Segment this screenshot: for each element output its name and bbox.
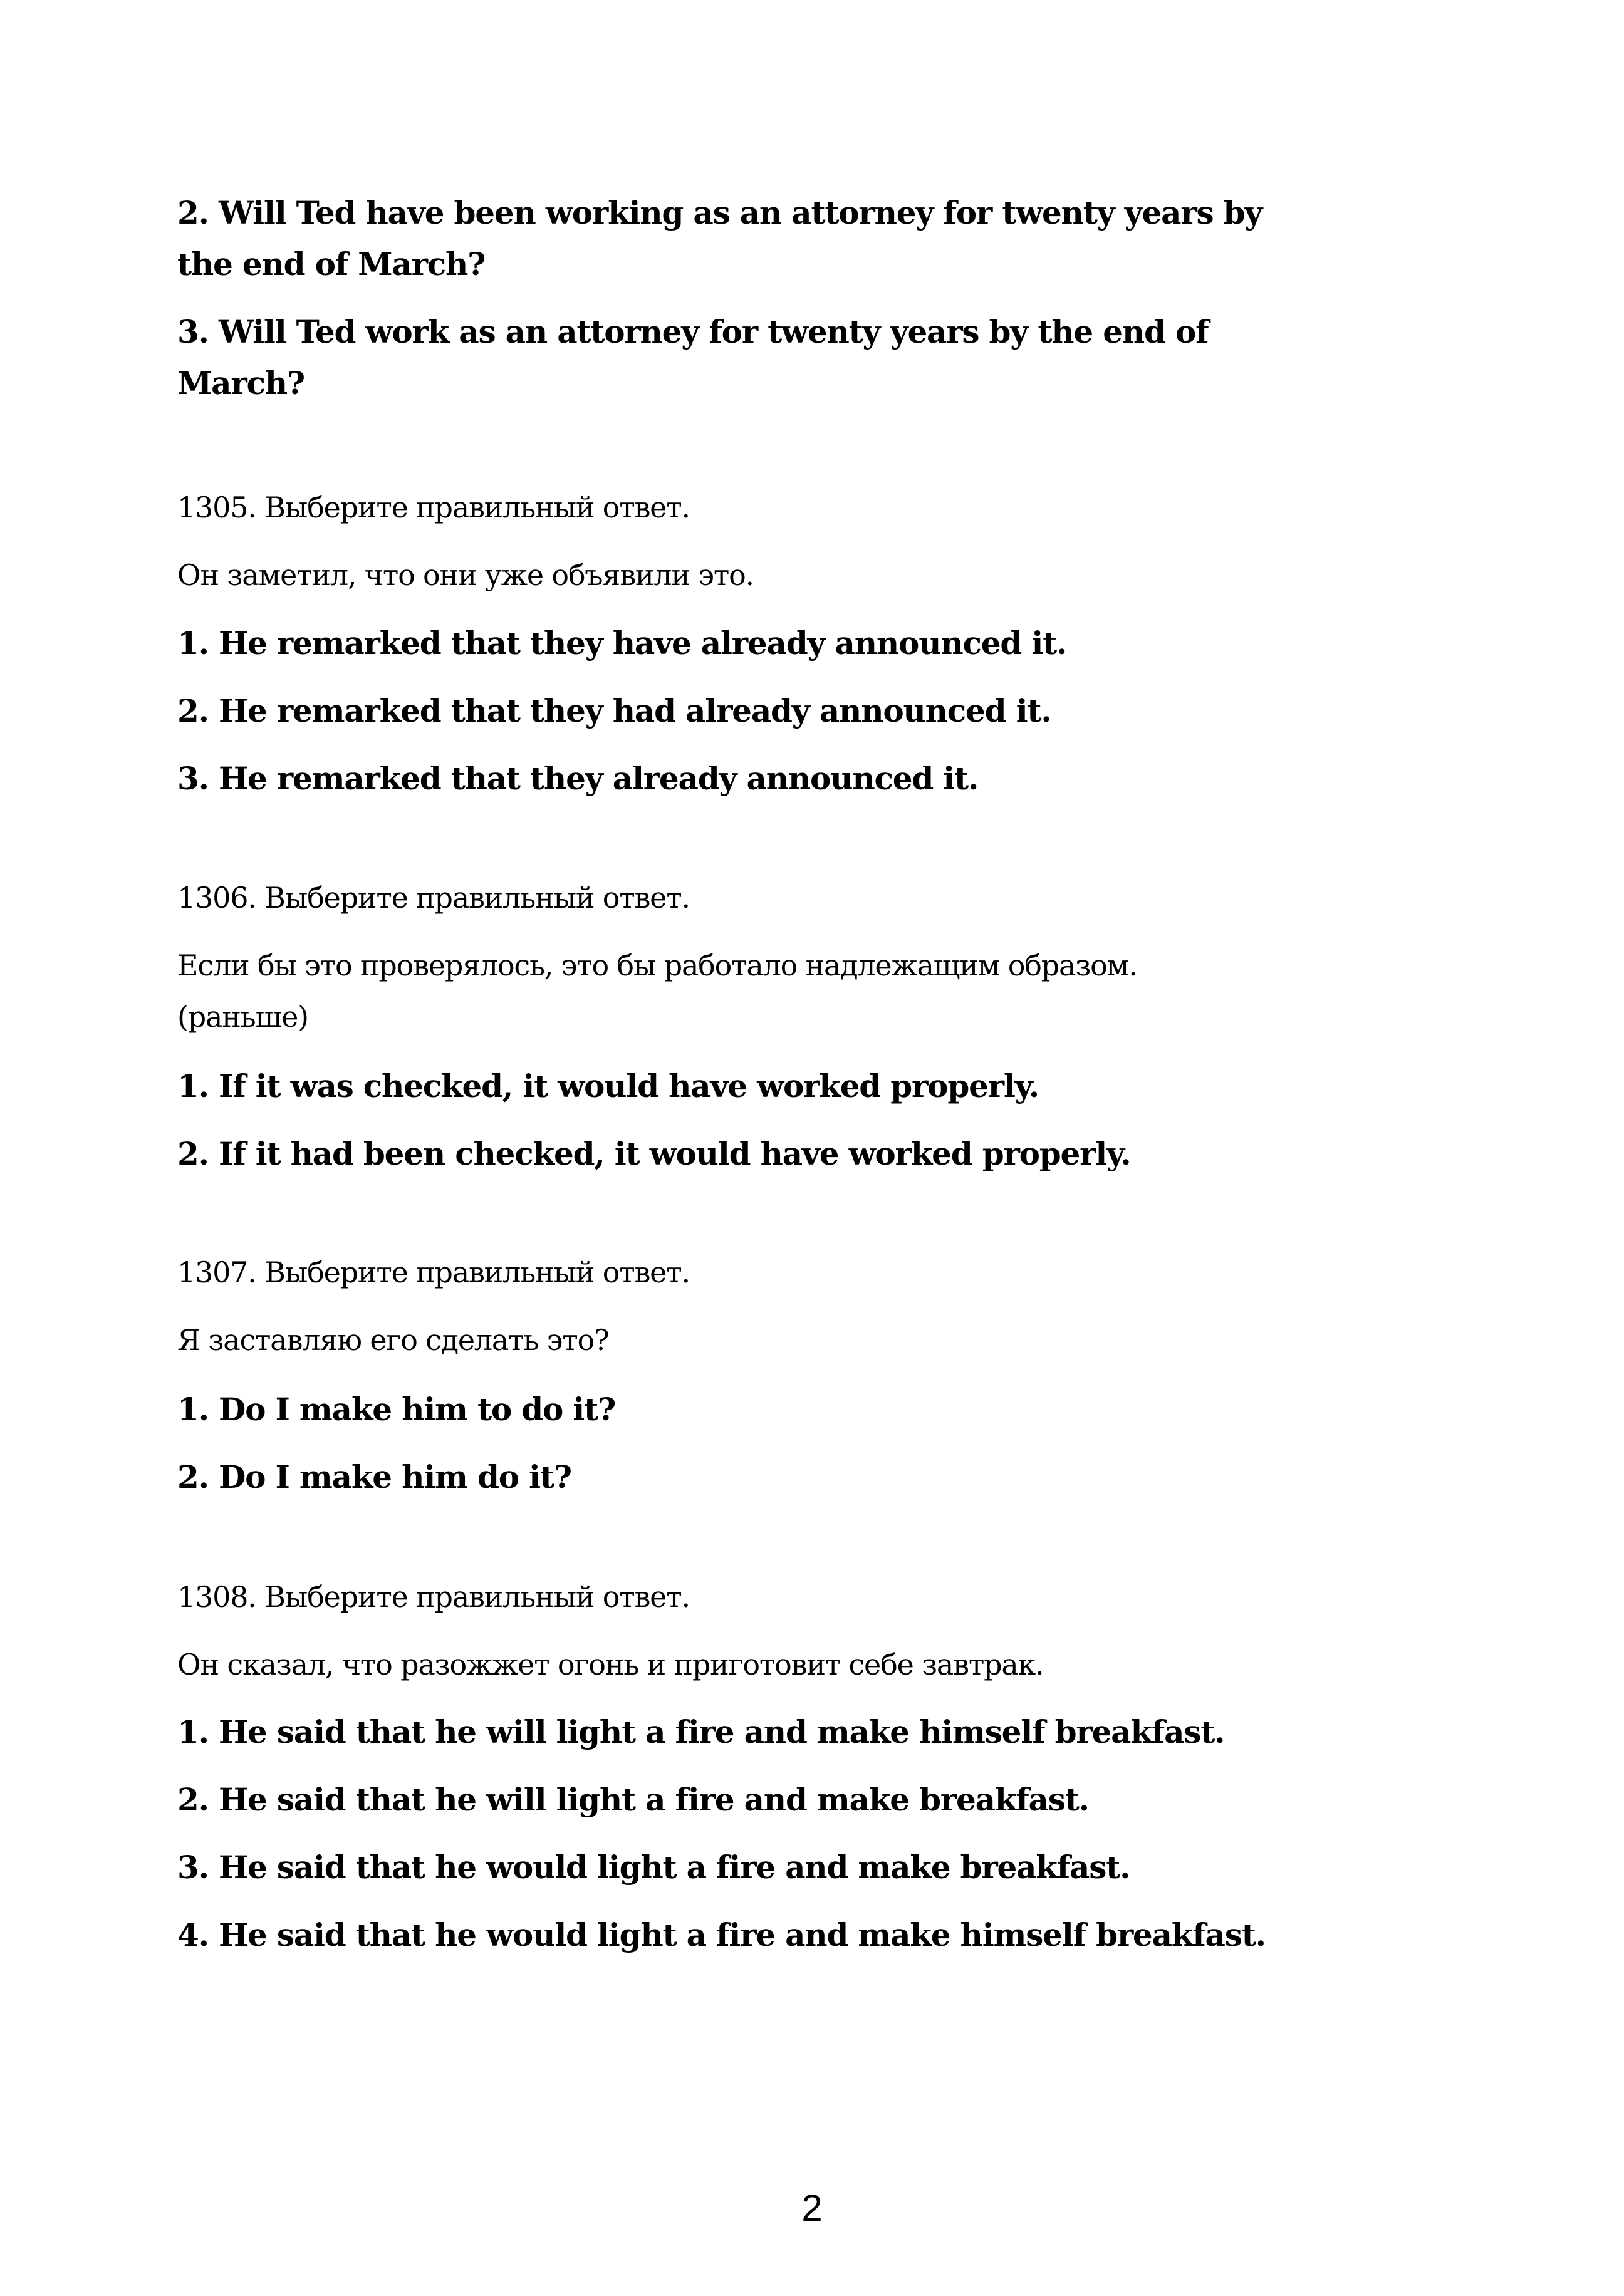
exercise-prompt: Он заметил, что они уже объявили это. bbox=[177, 558, 754, 592]
exercise-prompt: Если бы это проверялось, это бы работало надлежащим образом. bbox=[177, 948, 1137, 982]
exercise-prompt: Он сказал, что разожжет огонь и приготовит себе завтрак. bbox=[177, 1648, 1044, 1681]
answer-option: March? bbox=[177, 365, 304, 402]
page-number: 2 bbox=[801, 2187, 823, 2229]
exercise-prompt: Я заставляю его сделать это? bbox=[177, 1323, 609, 1357]
answer-option: 2. He remarked that they had already announced it. bbox=[177, 692, 1051, 729]
exercise-prompt: (раньше) bbox=[177, 1000, 308, 1034]
answer-option: 1. If it was checked, it would have worked properly. bbox=[177, 1067, 1039, 1104]
exercise-heading: 1305. Выберите правильный ответ. bbox=[177, 491, 690, 524]
answer-option: 2. Do I make him do it? bbox=[177, 1458, 571, 1495]
answer-option: 2. If it had been checked, it would have worked properly. bbox=[177, 1135, 1131, 1172]
answer-option: 3. Will Ted work as an attorney for twenty years by the end of bbox=[177, 313, 1209, 350]
answer-option: 3. He remarked that they already announced it. bbox=[177, 760, 979, 797]
answer-option: 1. Do I make him to do it? bbox=[177, 1391, 616, 1428]
answer-option: the end of March? bbox=[177, 246, 486, 283]
answer-option: 2. Will Ted have been working as an attorney for twenty years by bbox=[177, 194, 1262, 231]
answer-option: 3. He said that he would light a fire and make breakfast. bbox=[177, 1849, 1130, 1886]
exercise-heading: 1308. Выберите правильный ответ. bbox=[177, 1580, 690, 1614]
exercise-heading: 1307. Выберите правильный ответ. bbox=[177, 1255, 690, 1289]
answer-option: 1. He remarked that they have already announced it. bbox=[177, 625, 1067, 662]
answer-option: 4. He said that he would light a fire and make himself breakfast. bbox=[177, 1916, 1266, 1953]
answer-option: 1. He said that he will light a fire and make himself breakfast. bbox=[177, 1713, 1225, 1750]
exercise-heading: 1306. Выберите правильный ответ. bbox=[177, 881, 690, 915]
answer-option: 2. He said that he will light a fire and make breakfast. bbox=[177, 1781, 1089, 1818]
